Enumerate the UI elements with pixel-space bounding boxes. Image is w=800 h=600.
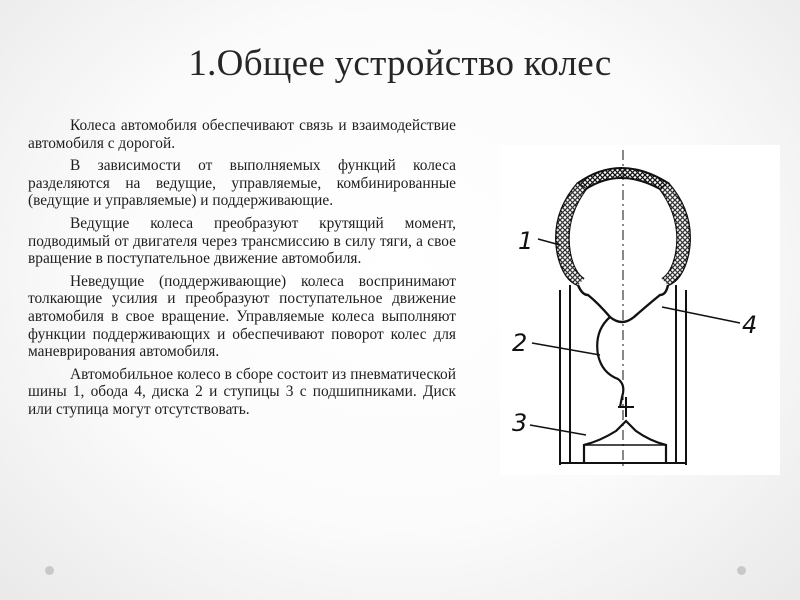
disk <box>597 317 623 407</box>
hub <box>584 421 666 463</box>
decorative-dot-right <box>737 566 746 575</box>
label-2: 2 <box>512 329 528 357</box>
paragraph-5: Автомобильное колесо в сборе состоит из пневматической шины 1, обода 4, диска 2 и ступицы 3 с подшипниками. Диск или ступица могут отсутствовать. <box>28 365 456 418</box>
tire-sidewall-left <box>556 183 586 285</box>
slide-body-text <box>28 117 456 424</box>
slide-title: 1.Общее устройство колес <box>188 43 612 84</box>
paragraph-4: Неведущие (поддерживающие) колеса воспринимают толкающие усилия и преобразуют поступательное движение автомобиля в свое вращение. Управляемые колеса выполняют функции поддерживающих и обеспечивают поворот колес для маневрирования автомобиля. <box>28 272 456 361</box>
wheel-cross-section-icon <box>500 145 780 475</box>
tire-sidewall-right <box>660 183 690 285</box>
wheel-diagram <box>500 145 780 475</box>
paragraph-1: Колеса автомобиля обеспечивают связь и взаимодействие автомобиля с дорогой. <box>28 117 456 152</box>
decorative-dot-left <box>45 566 54 575</box>
label-1: 1 <box>518 227 534 255</box>
label-3: 3 <box>512 409 528 437</box>
paragraph-2: В зависимости от выполняемых функций колеса разделяются на ведущие, управляемые, комбинированные (ведущие и управляемые) и поддерживающие. <box>28 157 456 210</box>
label-4: 4 <box>742 311 758 339</box>
paragraph-3: Ведущие колеса преобразуют крутящий момент, подводимый от двигателя через трансмиссию в силу тяги, а свое вращение в поступательное движение автомобиля. <box>28 214 456 268</box>
